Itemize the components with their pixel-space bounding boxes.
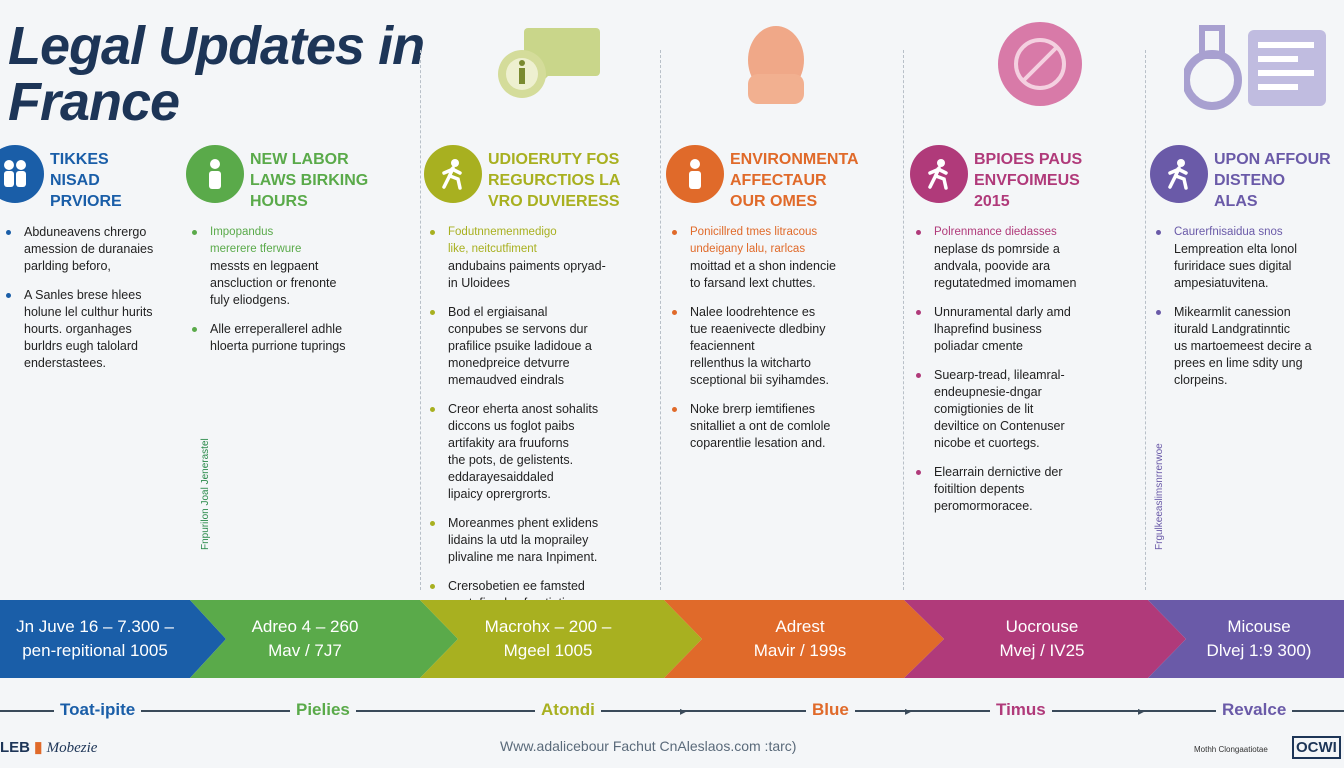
timeline-label: Timus bbox=[990, 700, 1052, 720]
band-segment: Uocrouse Mvej / IV25 bbox=[999, 617, 1085, 660]
divider bbox=[1145, 50, 1146, 590]
bullet-line: Unnuramental darly amd bbox=[934, 305, 1071, 319]
bullet-highlight: Polrenmance diedasses bbox=[934, 226, 1057, 238]
bullet-line: plivaline me nara Inpiment. bbox=[448, 550, 598, 564]
bullet-line: Suearp-tread, lileamral- bbox=[934, 368, 1065, 382]
divider bbox=[660, 50, 661, 590]
timeline-label: Toat-ipite bbox=[54, 700, 141, 720]
footer-url[interactable]: Www.adalicebour Fachut CnAleslaos.com :tarc) bbox=[500, 738, 797, 754]
bullet-line: Mikearmlit canession bbox=[1174, 305, 1291, 319]
heading-line: ENVFOIMEUS bbox=[974, 172, 1080, 189]
bullet-line: conpubes se servons dur bbox=[448, 322, 588, 336]
arrow-right-icon: ▸ bbox=[680, 704, 687, 718]
bullet-item bbox=[424, 304, 656, 389]
footer-logo-mark: ▮ bbox=[34, 739, 43, 756]
bullet-line: furiridace sues digital bbox=[1174, 259, 1292, 273]
footer-logo-text: LEB bbox=[0, 739, 30, 756]
bullet-line: fuly eliodgens. bbox=[210, 293, 290, 307]
footer-right-logo: OCWI bbox=[1292, 736, 1341, 759]
heading-line: DISTENO bbox=[1214, 172, 1286, 189]
bullet-line: andubains paiments opryad- bbox=[448, 259, 606, 273]
footer-logo bbox=[0, 738, 97, 757]
bullet-line: poliadar cmente bbox=[934, 339, 1023, 353]
page-title bbox=[8, 18, 424, 130]
bullet-line: prafilice psuike ladidoue a bbox=[448, 339, 592, 353]
bullet-line: A Sanles brese hlees bbox=[24, 288, 142, 302]
bullet-line: memaudved eindrals bbox=[448, 373, 565, 387]
bullet-line: clorpeins. bbox=[1174, 373, 1228, 387]
bullet-line: foitiltion depents bbox=[934, 482, 1025, 496]
bullet-list bbox=[910, 224, 1142, 515]
bullet-line: Abduneavens chrergo bbox=[24, 225, 147, 239]
bullet-line: andvala, poovide ara bbox=[934, 259, 1051, 273]
heading-line: NEW LABOR bbox=[250, 151, 349, 168]
bullet-subhighlight: mererere tferwure bbox=[210, 243, 302, 255]
bullet-line: moittad et a shon indencie bbox=[690, 259, 836, 273]
head-silhouette-icon bbox=[742, 24, 810, 111]
document-lightbulb-icon bbox=[1184, 24, 1334, 115]
column-header bbox=[910, 145, 1142, 212]
bullet-line: amession de duranaies bbox=[24, 242, 154, 256]
column-4 bbox=[666, 145, 898, 464]
bullet-line: the pots, de gelistents. bbox=[448, 453, 574, 467]
band-segment: Micouse Dlvej 1:9 300) bbox=[1206, 617, 1312, 660]
date-band bbox=[0, 600, 1344, 678]
bullet-line: tue reaenivecte dledbiny bbox=[690, 322, 826, 336]
column-2 bbox=[186, 145, 406, 367]
bullet-line: regutatedmed imomamen bbox=[934, 276, 1077, 290]
column-1 bbox=[0, 145, 180, 384]
bullet-line: Lempreation elta lonol bbox=[1174, 242, 1297, 256]
column-header bbox=[666, 145, 898, 212]
people-icon bbox=[0, 145, 44, 203]
bullet-item bbox=[666, 401, 898, 452]
band-segment: Macrohx – 200 – Mgeel 1005 bbox=[484, 617, 612, 660]
bullet-item bbox=[424, 224, 656, 292]
band-arrows bbox=[0, 600, 1344, 678]
column-6 bbox=[1150, 145, 1344, 401]
bullet-item bbox=[0, 287, 180, 372]
heading-line: PRVIORE bbox=[50, 193, 122, 210]
bullet-list bbox=[186, 224, 406, 355]
person-icon bbox=[666, 145, 724, 203]
vertical-label-left: Fnpurilon Joal Jenerastel bbox=[200, 438, 211, 550]
bullet-highlight: Ponicillred tmes litracous bbox=[690, 226, 818, 238]
band-segment: Adreo 4 – 260 Mav / 7J7 bbox=[251, 617, 359, 660]
bullet-line: artifakity ara fruuforns bbox=[448, 436, 569, 450]
bullet-line: monedpreice detvurre bbox=[448, 356, 570, 370]
bullet-list bbox=[1150, 224, 1344, 389]
heading-line: LAWS BIRKING bbox=[250, 172, 369, 189]
bullet-highlight: Fodutnnemenmedigo bbox=[448, 226, 557, 238]
runner-icon bbox=[424, 145, 482, 203]
bullet-line: burldrs eugh talolard bbox=[24, 339, 138, 353]
bullet-line: rellenthus la witcharto bbox=[690, 356, 811, 370]
bullet-line: enderstastees. bbox=[24, 356, 106, 370]
bullet-item bbox=[666, 224, 898, 292]
bullet-list bbox=[0, 224, 180, 372]
bullet-line: parlding beforo, bbox=[24, 259, 111, 273]
person-icon bbox=[186, 145, 244, 203]
band-segment: Jn Juve 16 – 7.300 – pen-repitional 1005 bbox=[16, 617, 174, 660]
column-heading bbox=[974, 149, 1082, 212]
bullet-line: lipaicy oprergrorts. bbox=[448, 487, 551, 501]
bullet-list bbox=[666, 224, 898, 452]
bullet-line: holune lel culthur hurits bbox=[24, 305, 153, 319]
heading-line: HOURS bbox=[250, 193, 308, 210]
bullet-line: in Uloidees bbox=[448, 276, 510, 290]
bullet-line: to farsand lext chuttes. bbox=[690, 276, 816, 290]
bullet-line: lidains la utd la moprailey bbox=[448, 533, 589, 547]
heading-line: 2015 bbox=[974, 193, 1010, 210]
runner-icon bbox=[910, 145, 968, 203]
bullet-highlight: Impopandus bbox=[210, 226, 274, 238]
column-3 bbox=[424, 145, 656, 624]
column-heading bbox=[1214, 149, 1331, 212]
bullet-line: nicobe et cuortegs. bbox=[934, 436, 1040, 450]
bullet-line: messts en legpaent bbox=[210, 259, 319, 273]
bullet-line: Crersobetien ee famsted bbox=[448, 579, 585, 593]
runner-icon bbox=[1150, 145, 1208, 203]
bullet-item bbox=[424, 401, 656, 503]
heading-line: ALAS bbox=[1214, 193, 1258, 210]
bullet-item bbox=[186, 321, 406, 355]
heading-line: NISAD bbox=[50, 172, 100, 189]
bullet-item bbox=[910, 367, 1142, 452]
timeline-label: Revalce bbox=[1216, 700, 1292, 720]
bullet-item bbox=[666, 304, 898, 389]
bullet-list bbox=[424, 224, 656, 612]
heading-line: UPON AFFOUR bbox=[1214, 151, 1331, 168]
column-heading bbox=[730, 149, 859, 212]
arrow-right-icon: ▸ bbox=[905, 704, 912, 718]
heading-line: AFFECTAUR bbox=[730, 172, 827, 189]
timeline-label: Atondi bbox=[535, 700, 601, 720]
bullet-line: comigtionies de lit bbox=[934, 402, 1034, 416]
bullet-line: Moreanmes phent exlidens bbox=[448, 516, 599, 530]
bullet-line: peromormoracee. bbox=[934, 499, 1033, 513]
column-header bbox=[186, 145, 406, 212]
heading-line: VRO DUVIERESS bbox=[488, 193, 620, 210]
divider bbox=[420, 50, 421, 590]
bullet-line: lhaprefind business bbox=[934, 322, 1042, 336]
column-heading bbox=[488, 149, 620, 212]
bullet-line: iturald Landgratinntic bbox=[1174, 322, 1291, 336]
bullet-item bbox=[910, 304, 1142, 355]
heading-line: ENVIRONMENTA bbox=[730, 151, 859, 168]
bullet-item bbox=[910, 464, 1142, 515]
bullet-line: feaciennent bbox=[690, 339, 755, 353]
bullet-line: Elearrain dernictive der bbox=[934, 465, 1063, 479]
column-heading bbox=[250, 149, 368, 212]
column-heading bbox=[50, 149, 122, 212]
heading-line: OUR OMES bbox=[730, 193, 818, 210]
title-line-2: France bbox=[8, 72, 180, 132]
vertical-label-right: Frgulkeeaslimsnrrerwoe bbox=[1154, 443, 1165, 550]
bullet-line: ampesiatuvitena. bbox=[1174, 276, 1269, 290]
bullet-item bbox=[186, 224, 406, 309]
title-line-1: Legal Updates in bbox=[8, 16, 425, 76]
bullet-line: Bod el ergiaisanal bbox=[448, 305, 548, 319]
bullet-line: deviltice on Contenuser bbox=[934, 419, 1065, 433]
column-header bbox=[424, 145, 656, 212]
bullet-line: diccons us foglot paibs bbox=[448, 419, 575, 433]
bullet-line: eddarayesaiddaled bbox=[448, 470, 554, 484]
bullet-item bbox=[0, 224, 180, 275]
arrow-right-icon: ▸ bbox=[1138, 704, 1145, 718]
band-segment: Adrest Mavir / 199s bbox=[753, 617, 847, 660]
heading-line: UDIOERUTY FOS bbox=[488, 151, 620, 168]
heading-line: REGURCTIOS LA bbox=[488, 172, 621, 189]
bullet-line: prees en lime sdity ung bbox=[1174, 356, 1303, 370]
speech-bubble-icon bbox=[496, 28, 606, 105]
bullet-highlight: Caurerfnisaidua snos bbox=[1174, 226, 1283, 238]
bullet-line: anscluction or frenonte bbox=[210, 276, 337, 290]
bullet-line: Nalee loodrehtence es bbox=[690, 305, 816, 319]
bullet-item bbox=[424, 515, 656, 566]
column-5 bbox=[910, 145, 1142, 527]
timeline-label: Blue bbox=[806, 700, 855, 720]
column-header bbox=[1150, 145, 1344, 212]
bullet-line: Alle erreperallerel adhle bbox=[210, 322, 343, 336]
heading-line: BPIOES PAUS bbox=[974, 151, 1083, 168]
bullet-line: neplase ds pomrside a bbox=[934, 242, 1060, 256]
bullet-line: Noke brerp iemtifienes bbox=[690, 402, 816, 416]
bullet-line: us martoemeest decire a bbox=[1174, 339, 1312, 353]
bullet-subhighlight: like, neitcutfiment bbox=[448, 243, 537, 255]
bullet-subhighlight: undeigany lalu, rarlcas bbox=[690, 243, 806, 255]
footer-logo-name: Mobezie bbox=[46, 740, 98, 756]
bullet-line: hloerta purrione tuprings bbox=[210, 339, 346, 353]
divider bbox=[903, 50, 904, 590]
timeline-label: Pielies bbox=[290, 700, 356, 720]
bullet-item bbox=[910, 224, 1142, 292]
bullet-line: hourts. organhages bbox=[24, 322, 132, 336]
bullet-item bbox=[1150, 304, 1344, 389]
bullet-line: coparentlie lesation and. bbox=[690, 436, 826, 450]
footer-small-text: Mothh Clongaatiotae bbox=[1194, 745, 1268, 754]
column-header bbox=[0, 145, 180, 212]
bullet-line: snitalliet a ont de comlole bbox=[690, 419, 831, 433]
bullet-line: Creor eherta anost sohalits bbox=[448, 402, 599, 416]
globe-icon bbox=[994, 20, 1086, 113]
heading-line: TIKKES bbox=[50, 151, 109, 168]
bullet-item bbox=[1150, 224, 1344, 292]
bullet-line: endeupnesie-dngar bbox=[934, 385, 1042, 399]
bullet-line: sceptional bii syihamdes. bbox=[690, 373, 829, 387]
